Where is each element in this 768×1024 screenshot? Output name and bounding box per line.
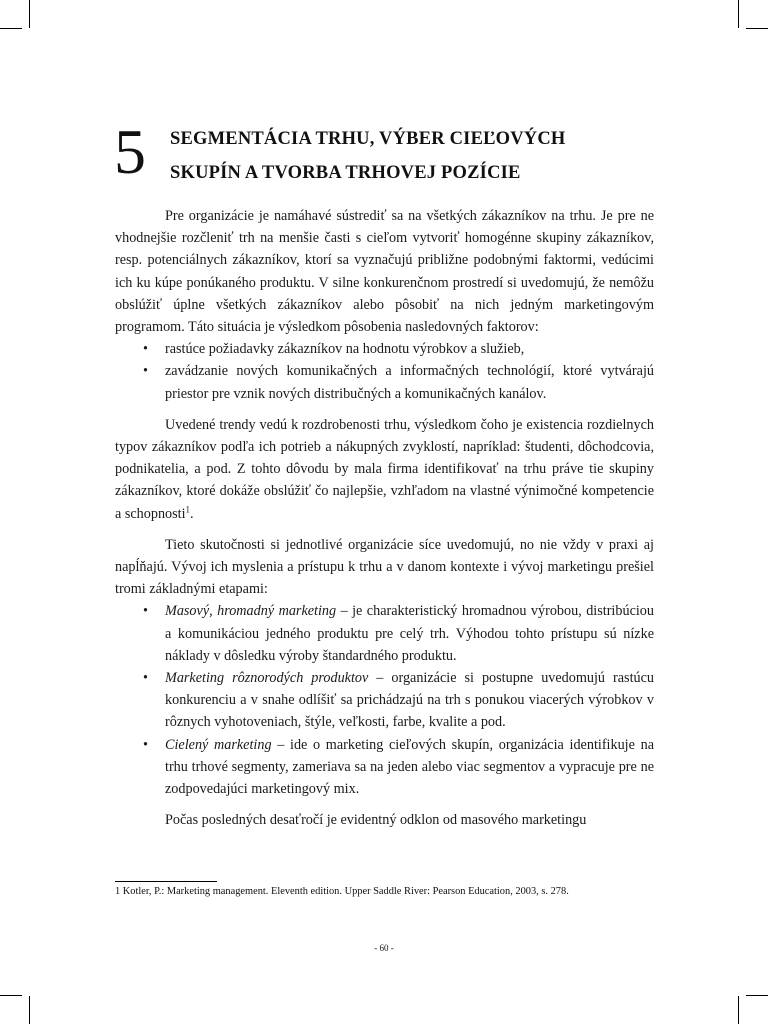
- paragraph-end: .: [190, 505, 194, 522]
- list-item: • zavádzanie nových komunikačných a informačných technológií, ktoré vytvárajú priestor pre vznik nových distribučných a komunikačných kanálov.: [115, 360, 654, 404]
- bullet-list: [115, 600, 654, 800]
- footnote-divider: [115, 881, 217, 882]
- crop-mark: [29, 996, 30, 1024]
- paragraph: Počas posledných desaťročí je evidentný odklon od masového marketingu: [165, 812, 587, 829]
- list-item-text: – organizácie si postupne uvedomujú rastúcu konkurenciu a v snahe odlíšiť sa prichádzajú na trh s ponukou viacerých výrobkov v rôznych vyhotoveniach, štýle, veľkosti, farbe, kvalite a pod.: [165, 670, 654, 731]
- crop-mark: [0, 28, 22, 29]
- bullet-list: [115, 338, 654, 405]
- footnote-ref[interactable]: 1: [185, 503, 191, 514]
- paragraph: Tieto skutočnosti si jednotlivé organizácie síce uvedomujú, no nie vždy v praxi aj napĺňajú. Vývoj ich myslenia a prístupu k trhu a v danom kontexte i vývoj marketingu prešiel tromi základnými etapami:: [115, 536, 654, 598]
- list-item-text: – je charakteristický hromadnou výrobou, distribúciou a komunikáciou jedného produktu pre celý trh. Výhodou tohto prístupu sú nízke náklady v dôsledku výroby štandardného produktu.: [165, 603, 654, 664]
- list-item-lead: Marketing rôznorodých produktov: [165, 670, 369, 687]
- footnote: 1 Kotler, P.: Marketing management. Eleventh edition. Upper Saddle River: Pearson Education, 2003, s. 278.: [115, 886, 569, 897]
- paragraph: Pre organizácie je namáhavé sústrediť sa na všetkých zákazníkov na trhu. Je pre ne vhodnejšie rozčleniť trh na menšie časti s cieľom vytvoriť homogénne skupiny zákazníkov, resp. potenciálnych zákazníkov, ktorí sa vyznačujú približne podobnými faktormi, vedúcimi ich ku kúpe ponúkaného produktu. V silne konkurenčnom prostredí si uvedomujú, že nemôžu obslúžiť úplne všetkých zákazníkov alebo pôsobiť na nich jedným marketingovým programom. Táto situácia je výsledkom pôsobenia nasledovných faktorov:: [115, 208, 654, 336]
- crop-mark: [0, 995, 22, 996]
- list-item-lead: Masový, hromadný marketing: [165, 603, 337, 620]
- page-number: - 60 -: [374, 943, 394, 953]
- crop-mark: [746, 995, 768, 996]
- paragraph: [115, 414, 654, 525]
- paragraph-text: Uvedené trendy vedú k rozdrobenosti trhu, výsledkom čoho je existencia rozdielnych typov zákazníkov podľa ich potrieb a nákupných zvyklostí, napríklad: študenti, dôchodcovia, podnikatelia, a pod. Z tohto dôvodu by mala firma identifikovať na trhu práve tie skupiny zákazníkov, ktoré dokáže obslúžiť čo najlepšie, vzhľadom na vlastné výnimočné kompetencie a schopnosti: [115, 416, 654, 522]
- list-item: • rastúce požiadavky zákazníkov na hodnotu výrobkov a služieb,: [115, 338, 654, 360]
- crop-mark: [29, 0, 30, 28]
- list-item: [115, 600, 654, 667]
- list-item-text: – ide o marketing cieľových skupín, organizácia identifikuje na trhu trhové segmenty, zameriava sa na jeden alebo viac segmentov a vypracuje pre ne zodpovedajúci marketingový mix.: [165, 736, 654, 798]
- chapter-title-line: SEGMENTÁCIA TRHU, VÝBER CIEĽOVÝCH: [170, 129, 566, 149]
- list-item: [115, 734, 654, 801]
- crop-mark: [738, 0, 739, 28]
- list-item: [115, 667, 654, 734]
- body-text: [115, 205, 654, 831]
- chapter-title: [170, 122, 566, 190]
- list-item-lead: Cielený marketing: [165, 736, 272, 753]
- crop-mark: [738, 996, 739, 1024]
- crop-mark: [746, 28, 768, 29]
- chapter-title-line: SKUPÍN A TVORBA TRHOVEJ POZÍCIE: [170, 163, 521, 183]
- chapter-number: 5: [114, 116, 146, 187]
